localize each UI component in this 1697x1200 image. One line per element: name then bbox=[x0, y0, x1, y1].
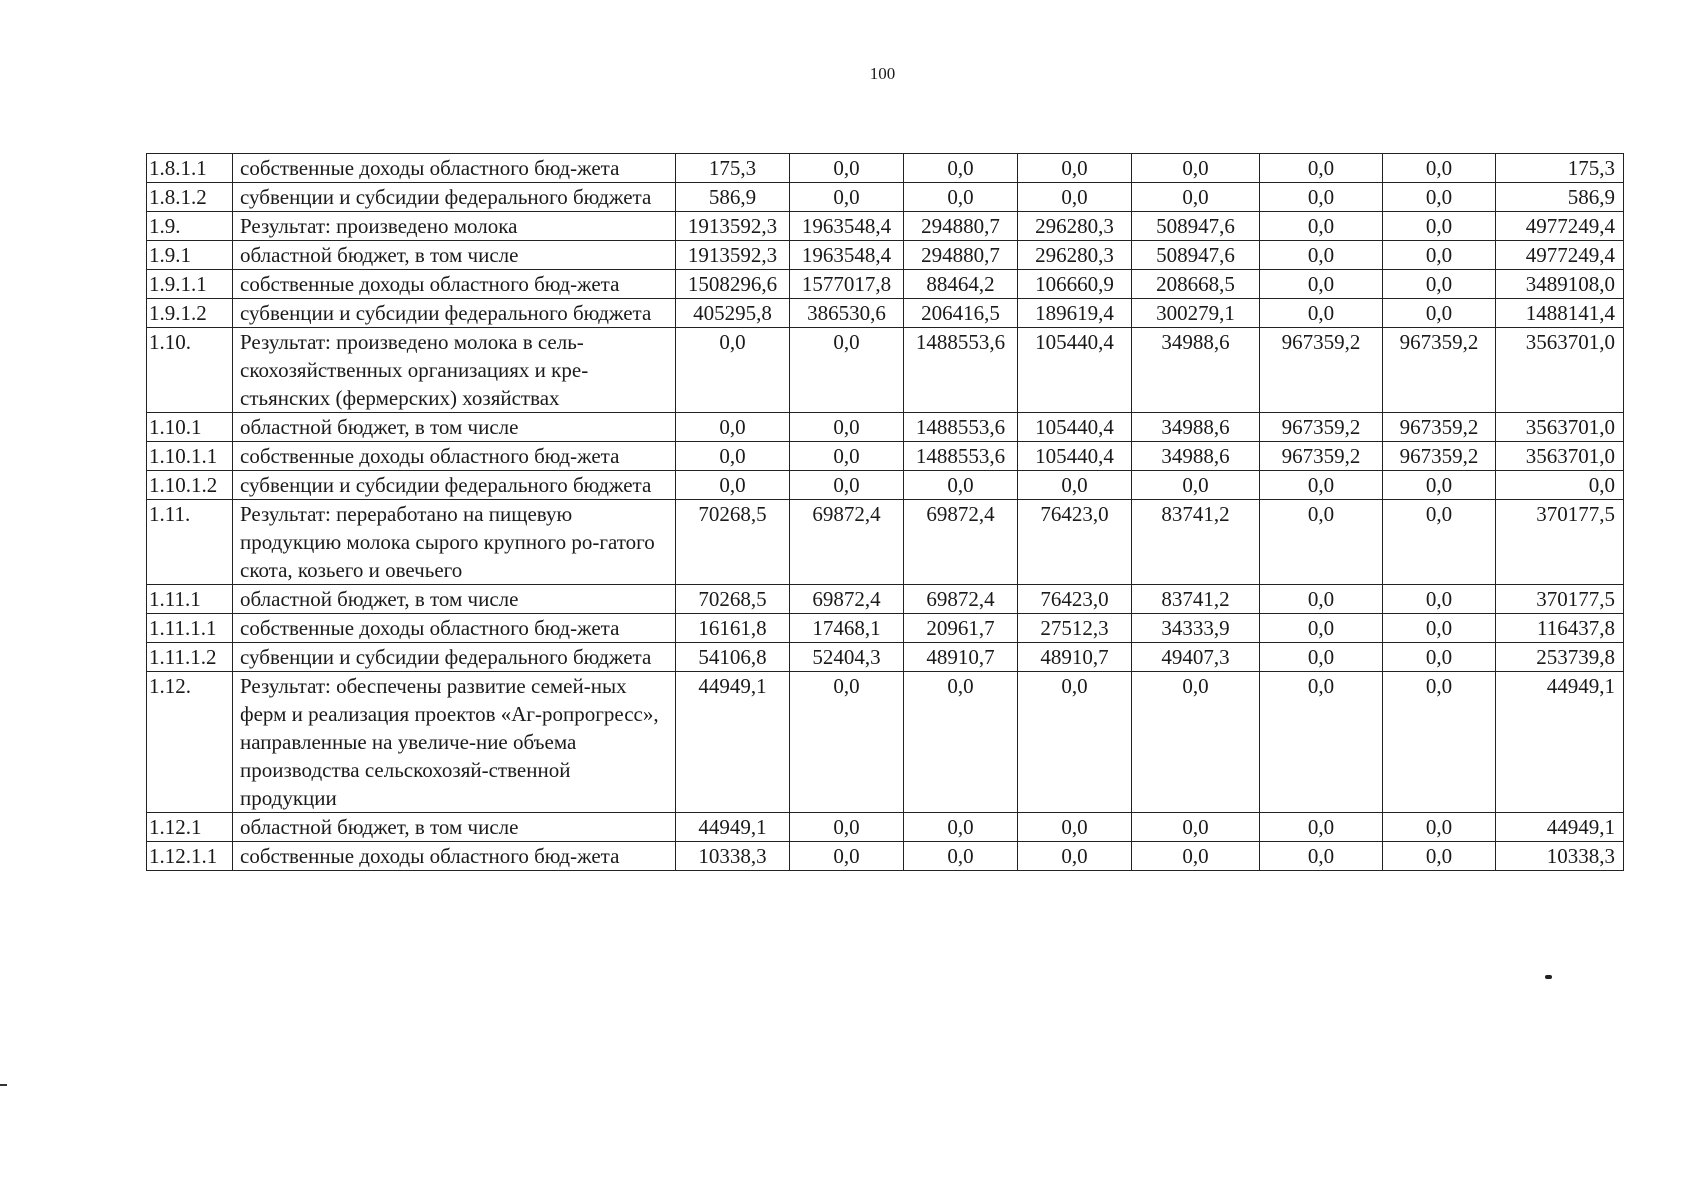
value-cell: 1913592,3 bbox=[676, 241, 790, 270]
value-cell: 0,0 bbox=[904, 154, 1018, 183]
value-cell: 1488141,4 bbox=[1496, 299, 1624, 328]
table-row bbox=[147, 672, 1624, 813]
value-cell: 4977249,4 bbox=[1496, 212, 1624, 241]
page-number: 100 bbox=[869, 64, 896, 83]
value-cell: 0,0 bbox=[790, 328, 904, 413]
value-cell: 0,0 bbox=[1018, 183, 1132, 212]
value-cell: 967359,2 bbox=[1260, 328, 1383, 413]
value-cell: 3563701,0 bbox=[1496, 328, 1624, 413]
row-code: 1.9.1.1 bbox=[147, 270, 233, 299]
value-cell: 508947,6 bbox=[1132, 241, 1260, 270]
table-row bbox=[147, 183, 1624, 212]
table-row bbox=[147, 270, 1624, 299]
value-cell: 0,0 bbox=[1383, 270, 1496, 299]
value-cell: 0,0 bbox=[1496, 471, 1624, 500]
table-row bbox=[147, 154, 1624, 183]
value-cell: 0,0 bbox=[1260, 183, 1383, 212]
table-row bbox=[147, 442, 1624, 471]
value-cell: 10338,3 bbox=[1496, 842, 1624, 871]
value-cell: 0,0 bbox=[1260, 212, 1383, 241]
value-cell: 70268,5 bbox=[676, 500, 790, 585]
value-cell: 16161,8 bbox=[676, 614, 790, 643]
value-cell: 44949,1 bbox=[1496, 672, 1624, 813]
row-code: 1.10.1.1 bbox=[147, 442, 233, 471]
value-cell: 0,0 bbox=[790, 471, 904, 500]
value-cell: 34988,6 bbox=[1132, 328, 1260, 413]
value-cell: 189619,4 bbox=[1018, 299, 1132, 328]
value-cell: 967359,2 bbox=[1260, 442, 1383, 471]
value-cell: 0,0 bbox=[1383, 672, 1496, 813]
table-row bbox=[147, 241, 1624, 270]
table-row bbox=[147, 471, 1624, 500]
value-cell: 0,0 bbox=[1018, 154, 1132, 183]
value-cell: 20961,7 bbox=[904, 614, 1018, 643]
value-cell: 0,0 bbox=[1018, 842, 1132, 871]
value-cell: 0,0 bbox=[904, 471, 1018, 500]
value-cell: 4977249,4 bbox=[1496, 241, 1624, 270]
value-cell: 294880,7 bbox=[904, 241, 1018, 270]
row-name: собственные доходы областного бюд-жета bbox=[233, 614, 676, 643]
ink-dot-mark bbox=[1545, 975, 1552, 979]
value-cell: 405295,8 bbox=[676, 299, 790, 328]
row-code: 1.9. bbox=[147, 212, 233, 241]
value-cell: 0,0 bbox=[1383, 299, 1496, 328]
value-cell: 27512,3 bbox=[1018, 614, 1132, 643]
row-name: собственные доходы областного бюд-жета bbox=[233, 154, 676, 183]
value-cell: 116437,8 bbox=[1496, 614, 1624, 643]
value-cell: 83741,2 bbox=[1132, 500, 1260, 585]
value-cell: 967359,2 bbox=[1383, 328, 1496, 413]
value-cell: 0,0 bbox=[1260, 842, 1383, 871]
value-cell: 76423,0 bbox=[1018, 500, 1132, 585]
value-cell: 208668,5 bbox=[1132, 270, 1260, 299]
value-cell: 300279,1 bbox=[1132, 299, 1260, 328]
value-cell: 175,3 bbox=[676, 154, 790, 183]
value-cell: 3489108,0 bbox=[1496, 270, 1624, 299]
value-cell: 70268,5 bbox=[676, 585, 790, 614]
row-name: субвенции и субсидии федерального бюджета bbox=[233, 471, 676, 500]
table-row bbox=[147, 299, 1624, 328]
row-name: Результат: переработано на пищевую продукцию молока сырого крупного ро-гатого скота, козьего и овечьего bbox=[233, 500, 676, 585]
row-name: субвенции и субсидии федерального бюджета bbox=[233, 643, 676, 672]
value-cell: 105440,4 bbox=[1018, 328, 1132, 413]
row-code: 1.12. bbox=[147, 672, 233, 813]
value-cell: 0,0 bbox=[1383, 500, 1496, 585]
value-cell: 175,3 bbox=[1496, 154, 1624, 183]
row-name: областной бюджет, в том числе bbox=[233, 413, 676, 442]
value-cell: 1488553,6 bbox=[904, 442, 1018, 471]
row-code: 1.8.1.2 bbox=[147, 183, 233, 212]
value-cell: 0,0 bbox=[1383, 643, 1496, 672]
value-cell: 0,0 bbox=[1260, 643, 1383, 672]
value-cell: 0,0 bbox=[1383, 813, 1496, 842]
value-cell: 105440,4 bbox=[1018, 442, 1132, 471]
value-cell: 1913592,3 bbox=[676, 212, 790, 241]
row-name: субвенции и субсидии федерального бюджета bbox=[233, 299, 676, 328]
value-cell: 0,0 bbox=[1260, 813, 1383, 842]
value-cell: 0,0 bbox=[1260, 500, 1383, 585]
value-cell: 967359,2 bbox=[1383, 442, 1496, 471]
row-name: областной бюджет, в том числе bbox=[233, 241, 676, 270]
value-cell: 0,0 bbox=[1132, 672, 1260, 813]
value-cell: 44949,1 bbox=[1496, 813, 1624, 842]
value-cell: 0,0 bbox=[1260, 471, 1383, 500]
value-cell: 34988,6 bbox=[1132, 442, 1260, 471]
value-cell: 105440,4 bbox=[1018, 413, 1132, 442]
value-cell: 0,0 bbox=[1132, 842, 1260, 871]
row-code: 1.10. bbox=[147, 328, 233, 413]
value-cell: 0,0 bbox=[790, 813, 904, 842]
value-cell: 508947,6 bbox=[1132, 212, 1260, 241]
value-cell: 76423,0 bbox=[1018, 585, 1132, 614]
value-cell: 1488553,6 bbox=[904, 328, 1018, 413]
value-cell: 0,0 bbox=[1018, 471, 1132, 500]
table-row bbox=[147, 413, 1624, 442]
value-cell: 0,0 bbox=[1383, 154, 1496, 183]
value-cell: 206416,5 bbox=[904, 299, 1018, 328]
value-cell: 3563701,0 bbox=[1496, 413, 1624, 442]
value-cell: 1488553,6 bbox=[904, 413, 1018, 442]
value-cell: 0,0 bbox=[1132, 471, 1260, 500]
row-code: 1.12.1.1 bbox=[147, 842, 233, 871]
value-cell: 0,0 bbox=[1132, 813, 1260, 842]
value-cell: 83741,2 bbox=[1132, 585, 1260, 614]
value-cell: 0,0 bbox=[1383, 842, 1496, 871]
row-code: 1.8.1.1 bbox=[147, 154, 233, 183]
value-cell: 0,0 bbox=[676, 328, 790, 413]
value-cell: 0,0 bbox=[676, 442, 790, 471]
value-cell: 586,9 bbox=[1496, 183, 1624, 212]
row-name: собственные доходы областного бюд-жета bbox=[233, 270, 676, 299]
row-name: Результат: произведено молока bbox=[233, 212, 676, 241]
row-code: 1.10.1 bbox=[147, 413, 233, 442]
value-cell: 88464,2 bbox=[904, 270, 1018, 299]
value-cell: 253739,8 bbox=[1496, 643, 1624, 672]
value-cell: 0,0 bbox=[676, 471, 790, 500]
value-cell: 0,0 bbox=[1260, 270, 1383, 299]
row-name: собственные доходы областного бюд-жета bbox=[233, 842, 676, 871]
value-cell: 0,0 bbox=[1132, 154, 1260, 183]
value-cell: 0,0 bbox=[904, 813, 1018, 842]
value-cell: 0,0 bbox=[1383, 241, 1496, 270]
value-cell: 0,0 bbox=[1383, 212, 1496, 241]
row-code: 1.10.1.2 bbox=[147, 471, 233, 500]
value-cell: 17468,1 bbox=[790, 614, 904, 643]
value-cell: 54106,8 bbox=[676, 643, 790, 672]
value-cell: 52404,3 bbox=[790, 643, 904, 672]
value-cell: 0,0 bbox=[1260, 299, 1383, 328]
value-cell: 967359,2 bbox=[1260, 413, 1383, 442]
value-cell: 0,0 bbox=[1260, 241, 1383, 270]
value-cell: 0,0 bbox=[1383, 471, 1496, 500]
value-cell: 1963548,4 bbox=[790, 212, 904, 241]
value-cell: 3563701,0 bbox=[1496, 442, 1624, 471]
margin-edge-mark bbox=[0, 1084, 7, 1086]
value-cell: 0,0 bbox=[1383, 614, 1496, 643]
value-cell: 0,0 bbox=[1260, 585, 1383, 614]
value-cell: 0,0 bbox=[790, 672, 904, 813]
table-row bbox=[147, 500, 1624, 585]
row-name: областной бюджет, в том числе bbox=[233, 813, 676, 842]
value-cell: 69872,4 bbox=[904, 500, 1018, 585]
value-cell: 0,0 bbox=[1383, 585, 1496, 614]
value-cell: 0,0 bbox=[1132, 183, 1260, 212]
value-cell: 296280,3 bbox=[1018, 212, 1132, 241]
value-cell: 296280,3 bbox=[1018, 241, 1132, 270]
row-code: 1.9.1.2 bbox=[147, 299, 233, 328]
row-code: 1.11.1.2 bbox=[147, 643, 233, 672]
value-cell: 0,0 bbox=[676, 413, 790, 442]
table-row bbox=[147, 212, 1624, 241]
value-cell: 49407,3 bbox=[1132, 643, 1260, 672]
value-cell: 370177,5 bbox=[1496, 500, 1624, 585]
value-cell: 44949,1 bbox=[676, 672, 790, 813]
table-row bbox=[147, 328, 1624, 413]
row-code: 1.11.1 bbox=[147, 585, 233, 614]
table-row bbox=[147, 585, 1624, 614]
value-cell: 0,0 bbox=[1260, 672, 1383, 813]
value-cell: 386530,6 bbox=[790, 299, 904, 328]
value-cell: 370177,5 bbox=[1496, 585, 1624, 614]
row-code: 1.11.1.1 bbox=[147, 614, 233, 643]
value-cell: 0,0 bbox=[790, 413, 904, 442]
value-cell: 0,0 bbox=[904, 842, 1018, 871]
table-row bbox=[147, 813, 1624, 842]
value-cell: 0,0 bbox=[1383, 183, 1496, 212]
value-cell: 1577017,8 bbox=[790, 270, 904, 299]
row-name: собственные доходы областного бюд-жета bbox=[233, 442, 676, 471]
value-cell: 48910,7 bbox=[1018, 643, 1132, 672]
table-row bbox=[147, 614, 1624, 643]
value-cell: 106660,9 bbox=[1018, 270, 1132, 299]
value-cell: 1508296,6 bbox=[676, 270, 790, 299]
budget-table bbox=[146, 153, 1624, 871]
row-name: областной бюджет, в том числе bbox=[233, 585, 676, 614]
table-body bbox=[147, 154, 1624, 871]
value-cell: 0,0 bbox=[790, 183, 904, 212]
row-name: Результат: обеспечены развитие семей-ных ферм и реализация проектов «Аг-ропрогресс», направленные на увеличе-ние объема производства сельскохозяй-ственной продукции bbox=[233, 672, 676, 813]
value-cell: 1963548,4 bbox=[790, 241, 904, 270]
value-cell: 0,0 bbox=[790, 154, 904, 183]
value-cell: 967359,2 bbox=[1383, 413, 1496, 442]
value-cell: 44949,1 bbox=[676, 813, 790, 842]
row-name: Результат: произведено молока в сель-скохозяйственных организациях и кре-стьянских (фермерских) хозяйствах bbox=[233, 328, 676, 413]
value-cell: 586,9 bbox=[676, 183, 790, 212]
table-row bbox=[147, 643, 1624, 672]
value-cell: 0,0 bbox=[1260, 154, 1383, 183]
row-code: 1.12.1 bbox=[147, 813, 233, 842]
value-cell: 34988,6 bbox=[1132, 413, 1260, 442]
value-cell: 69872,4 bbox=[790, 585, 904, 614]
value-cell: 0,0 bbox=[790, 442, 904, 471]
value-cell: 48910,7 bbox=[904, 643, 1018, 672]
row-code: 1.9.1 bbox=[147, 241, 233, 270]
value-cell: 0,0 bbox=[1018, 672, 1132, 813]
value-cell: 34333,9 bbox=[1132, 614, 1260, 643]
value-cell: 0,0 bbox=[1260, 614, 1383, 643]
value-cell: 69872,4 bbox=[904, 585, 1018, 614]
value-cell: 0,0 bbox=[1018, 813, 1132, 842]
table-row bbox=[147, 842, 1624, 871]
value-cell: 10338,3 bbox=[676, 842, 790, 871]
row-code: 1.11. bbox=[147, 500, 233, 585]
value-cell: 0,0 bbox=[904, 672, 1018, 813]
value-cell: 0,0 bbox=[790, 842, 904, 871]
value-cell: 69872,4 bbox=[790, 500, 904, 585]
value-cell: 294880,7 bbox=[904, 212, 1018, 241]
row-name: субвенции и субсидии федерального бюджета bbox=[233, 183, 676, 212]
value-cell: 0,0 bbox=[904, 183, 1018, 212]
